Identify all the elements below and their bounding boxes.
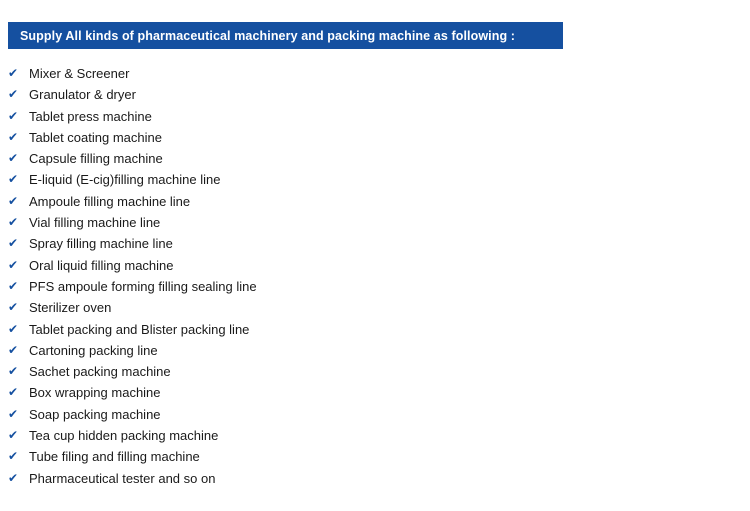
check-icon: ✔	[8, 470, 19, 485]
list-item	[8, 172, 708, 193]
list-item	[8, 151, 708, 172]
list-item-label: Tablet press machine	[29, 108, 152, 124]
list-item-label: Sachet packing machine	[29, 364, 171, 380]
check-icon: ✔	[8, 406, 19, 421]
list-item	[8, 87, 708, 108]
list-item	[8, 300, 708, 321]
list-item-label: Capsule filling machine	[29, 151, 163, 167]
list-item	[8, 215, 708, 236]
machinery-list	[8, 66, 708, 492]
list-item-label: PFS ampoule forming filling sealing line	[29, 278, 257, 294]
check-icon: ✔	[8, 66, 19, 80]
check-icon: ✔	[8, 321, 19, 336]
check-icon: ✔	[8, 449, 19, 464]
list-item-label: Spray filling machine line	[29, 236, 173, 252]
check-icon: ✔	[8, 129, 19, 144]
list-item-label: Ampoule filling machine line	[29, 193, 191, 209]
list-item	[8, 343, 708, 364]
list-item-label: Tablet coating machine	[29, 129, 162, 145]
list-item	[8, 471, 708, 492]
list-item	[8, 407, 708, 428]
list-item-label: Oral liquid filling machine	[29, 257, 174, 273]
list-item	[8, 364, 708, 385]
check-icon: ✔	[8, 87, 19, 102]
list-item	[8, 385, 708, 406]
list-item	[8, 130, 708, 151]
check-icon: ✔	[8, 108, 19, 123]
check-icon: ✔	[8, 257, 19, 272]
check-icon: ✔	[8, 172, 19, 187]
list-item-label: Vial filling machine line	[29, 215, 161, 231]
check-icon: ✔	[8, 193, 19, 208]
list-item	[8, 322, 708, 343]
check-icon: ✔	[8, 364, 19, 379]
list-item	[8, 66, 708, 87]
list-item-label: Tablet packing and Blister packing line	[29, 321, 250, 337]
list-item	[8, 194, 708, 215]
list-item	[8, 279, 708, 300]
check-icon: ✔	[8, 236, 19, 251]
list-item	[8, 109, 708, 130]
list-item-label: Soap packing machine	[29, 406, 161, 422]
check-icon: ✔	[8, 385, 19, 400]
check-icon: ✔	[8, 278, 19, 293]
list-item-label: Tube filing and filling machine	[29, 449, 200, 465]
check-icon: ✔	[8, 342, 19, 357]
check-icon: ✔	[8, 151, 19, 166]
check-icon: ✔	[8, 215, 19, 230]
list-item-label: Pharmaceutical tester and so on	[29, 470, 216, 486]
check-icon: ✔	[8, 300, 19, 315]
list-item	[8, 236, 708, 257]
list-item	[8, 428, 708, 449]
list-item-label: Cartoning packing line	[29, 342, 158, 358]
list-item	[8, 258, 708, 279]
list-item-label: Sterilizer oven	[29, 300, 112, 316]
check-icon: ✔	[8, 428, 19, 443]
list-item	[8, 449, 708, 470]
section-header-banner	[8, 22, 563, 49]
list-item-label: Box wrapping machine	[29, 385, 161, 401]
list-item-label: E-liquid (E-cig)filling machine line	[29, 172, 221, 188]
list-item-label: Tea cup hidden packing machine	[29, 428, 219, 444]
list-item-label: Granulator & dryer	[29, 87, 136, 103]
list-item-label: Mixer & Screener	[29, 66, 130, 81]
section-header-title: Supply All kinds of pharmaceutical machinery and packing machine as following :	[20, 28, 516, 43]
